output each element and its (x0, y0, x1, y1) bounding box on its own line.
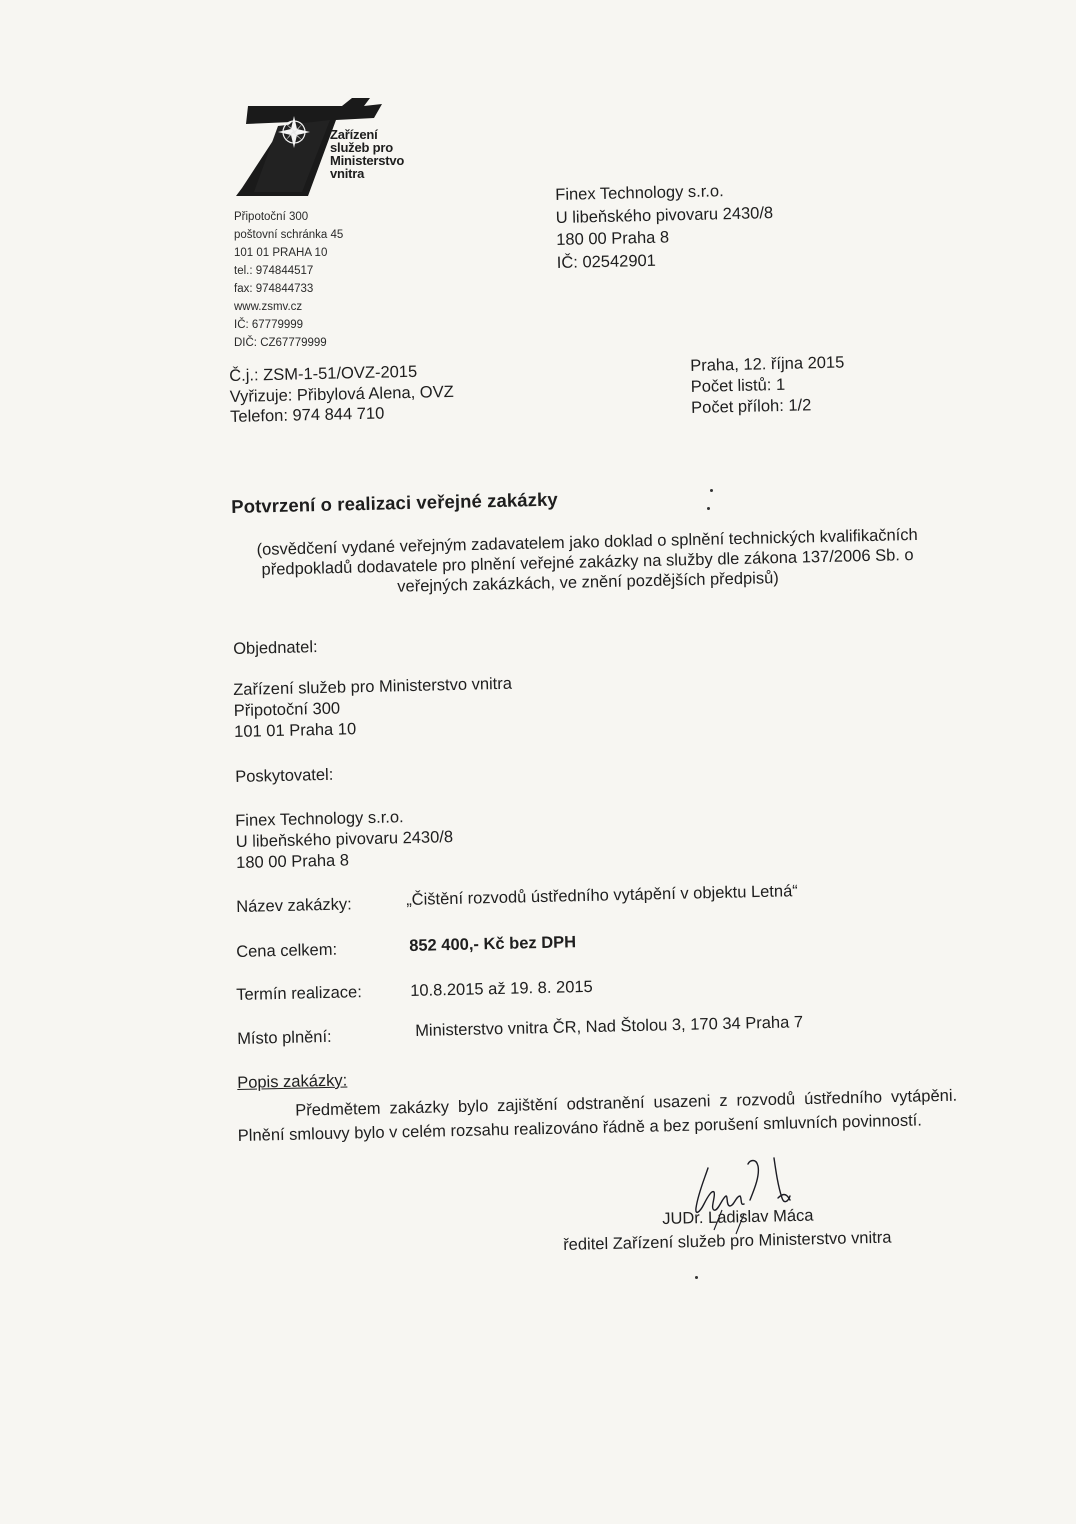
contract-name-label: Název zakázky: (236, 895, 352, 916)
recipient-line: 180 00 Praha 8 (556, 228, 670, 249)
provider-line: 180 00 Praha 8 (235, 851, 350, 872)
client-line: Připotoční 300 (233, 699, 341, 720)
signatory-name: JUDr. Ladislav Máca (662, 1206, 814, 1228)
scan-dot (707, 507, 710, 510)
logo-line: Ministerstvo (330, 153, 405, 168)
attachment-count: Počet příloh: 1/2 (690, 396, 812, 417)
logo-line: vnitra (330, 166, 365, 181)
term-value: 10.8.2015 až 19. 8. 2015 (410, 977, 593, 1000)
recipient-line: U libeňského pivovaru 2430/8 (555, 203, 774, 227)
sheet-count: Počet listů: 1 (690, 375, 786, 396)
client-label: Objednatel: (233, 638, 318, 658)
description-text: Předmětem zakázky bylo zajištění odstranění usazeni z rozvodů ústředního vytápěni. Plnění smlouvy bylo v celém rozsahu realizováno řádně a bez porušení smluvních povinností. (237, 1086, 958, 1145)
sender-line: DIČ: CZ67779999 (234, 337, 327, 349)
sender-line: poštovní schránka 45 (234, 229, 344, 241)
date: Praha, 12. října 2015 (690, 353, 845, 375)
recipient-line: IČ: 02542901 (556, 251, 657, 272)
phone: Telefon: 974 844 710 (229, 404, 385, 426)
contract-name-value: „Čištění rozvodů ústředního vytápění v objektu Letná“ (406, 882, 798, 909)
scan-dot (695, 1276, 698, 1279)
document-subtitle: (osvědčení vydané veřejným zadavatelem jako doklad o splnění technických kvalifikačních předpokladů dodavatele pro plnění veřejné zakázky na služby dle zákona 137/2006 Sb. o veřejných zakázkách, ve znění pozdějších předpisů) (256, 525, 918, 596)
sender-line: 101 01 PRAHA 10 (234, 247, 328, 259)
description-label: Popis zakázky: (237, 1071, 348, 1092)
place-label: Místo plnění: (237, 1027, 332, 1048)
handled-by: Vyřizuje: Přibylová Alena, OVZ (229, 382, 454, 406)
sender-address (234, 208, 343, 352)
provider-line: Finex Technology s.r.o. (235, 808, 404, 830)
logo-line: služeb pro (330, 140, 394, 155)
logo-line: Zařízení (330, 127, 378, 142)
provider-address (235, 806, 454, 874)
logo-text (330, 128, 404, 180)
reference-number: Č.j.: ZSM-1-51/OVZ-2015 (229, 362, 418, 385)
scan-dot (710, 489, 713, 492)
reference-block (229, 361, 454, 428)
sender-line: www.zsmv.cz (234, 301, 303, 313)
recipient-line: Finex Technology s.r.o. (555, 182, 724, 204)
sender-line: Připotoční 300 (234, 211, 309, 223)
term-label: Termín realizace: (236, 983, 363, 1004)
document-title: Potvrzení o realizaci veřejné zakázky (231, 488, 558, 517)
client-address (233, 674, 513, 743)
date-block (690, 353, 845, 419)
sender-line: IČ: 67779999 (234, 319, 304, 331)
sender-line: fax: 974844733 (234, 283, 314, 295)
recipient-address (555, 179, 774, 274)
provider-label: Poskytovatel: (235, 765, 334, 786)
price-label: Cena celkem: (236, 940, 338, 961)
place-value: Ministerstvo vnitra ČR, Nad Štolou 3, 170 34 Praha 7 (415, 1013, 804, 1040)
sender-line: tel.: 974844517 (234, 265, 314, 277)
signatory-role: ředitel Zařízení služeb pro Ministerstvo vnitra (563, 1228, 892, 1254)
client-line: Zařízení služeb pro Ministerstvo vnitra (233, 674, 513, 699)
client-line: 101 01 Praha 10 (233, 720, 357, 741)
provider-line: U libeňského pivovaru 2430/8 (235, 828, 454, 851)
price-value: 852 400,- Kč bez DPH (409, 933, 577, 955)
